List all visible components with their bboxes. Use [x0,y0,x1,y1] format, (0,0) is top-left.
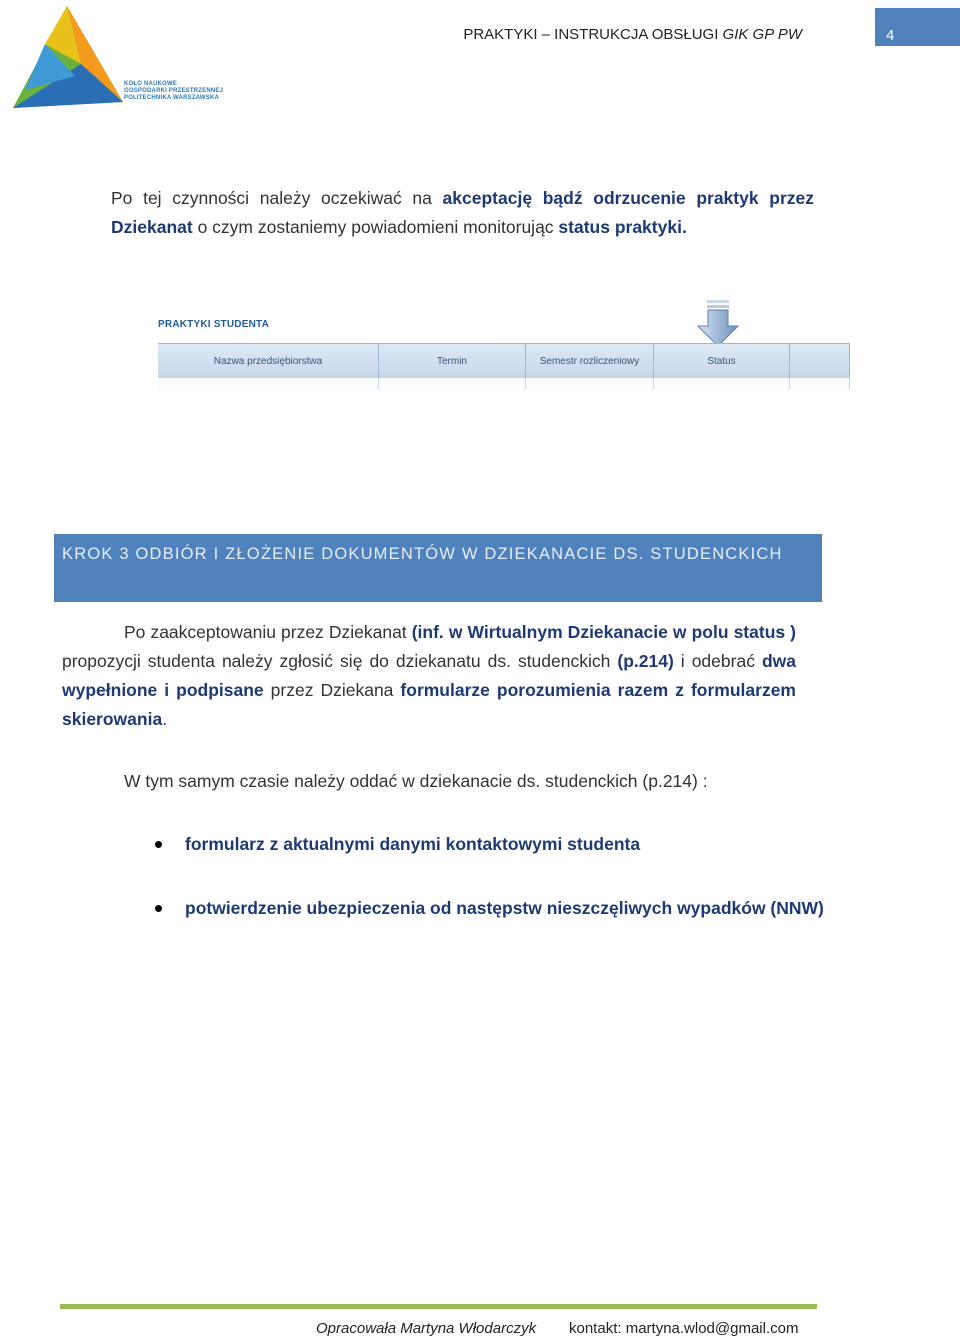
bullet-icon [155,841,162,848]
table-row [158,378,850,390]
instructions-paragraph: Po zaakceptowaniu przez Dziekanat (inf. w Wirtualnym Dziekanacie w polu status ) propozycji studenta należy zgłosić się do dziekanatu ds. studenckich (p.214) i odebrać dwa wypełnione i podpisane przez Dziekana formularze porozumienia razem z formularzem skierowania. [62,622,797,729]
column-header-status[interactable]: Status [654,343,790,378]
table-cell [526,378,654,390]
list-item: potwierdzenie ubezpieczenia od następstw nieszczęliwych wypadków (NNW) [150,894,830,923]
logo [5,4,235,116]
footer-divider [60,1304,817,1309]
section-heading: KROK 3 ODBIÓR I ZŁOŻENIE DOKUMENTÓW W DZIEKANACIE DS. STUDENCKICH [54,534,822,602]
page-number: 4 [875,8,960,46]
bullet-icon [155,905,162,912]
table-cell [654,378,790,390]
documents-intro: W tym samym czasie należy oddać w dziekanacie ds. studenckich (p.214) : [124,771,708,791]
column-header[interactable]: Termin [379,343,526,378]
triangle-logo-icon [5,4,125,116]
intro-paragraph: Po tej czynności należy oczekiwać na akceptację bądź odrzucenie praktyk przez Dziekanat o czym zostaniemy powiadomieni monitorując status praktyki. [111,188,814,237]
screenshot-title: PRAKTYKI STUDENTA [158,319,269,330]
footer-author: Opracowała Martyna Włodarczyk [316,1320,537,1337]
column-header[interactable] [790,343,850,378]
table-cell [790,378,850,390]
table-cell [158,378,379,390]
logo-text: KOŁO NAUKOWE GOSPODARKI PRZESTRZENNEJ POLITECHNIKA WARSZAWSKA [124,81,224,101]
table-cell [379,378,526,390]
table-header [158,343,850,378]
footer-contact[interactable]: kontakt: martyna.wlod@gmail.com [569,1320,799,1337]
documents-list [150,830,830,958]
column-header[interactable]: Semestr rozliczeniowy [526,343,654,378]
down-arrow-icon [697,298,743,348]
list-item: formularz z aktualnymi danymi kontaktowymi studenta [150,830,830,859]
column-header[interactable]: Nazwa przedsiębiorstwa [158,343,379,378]
header-title: PRAKTYKI – INSTRUKCJA OBSŁUGI GIK GP PW [463,26,802,43]
